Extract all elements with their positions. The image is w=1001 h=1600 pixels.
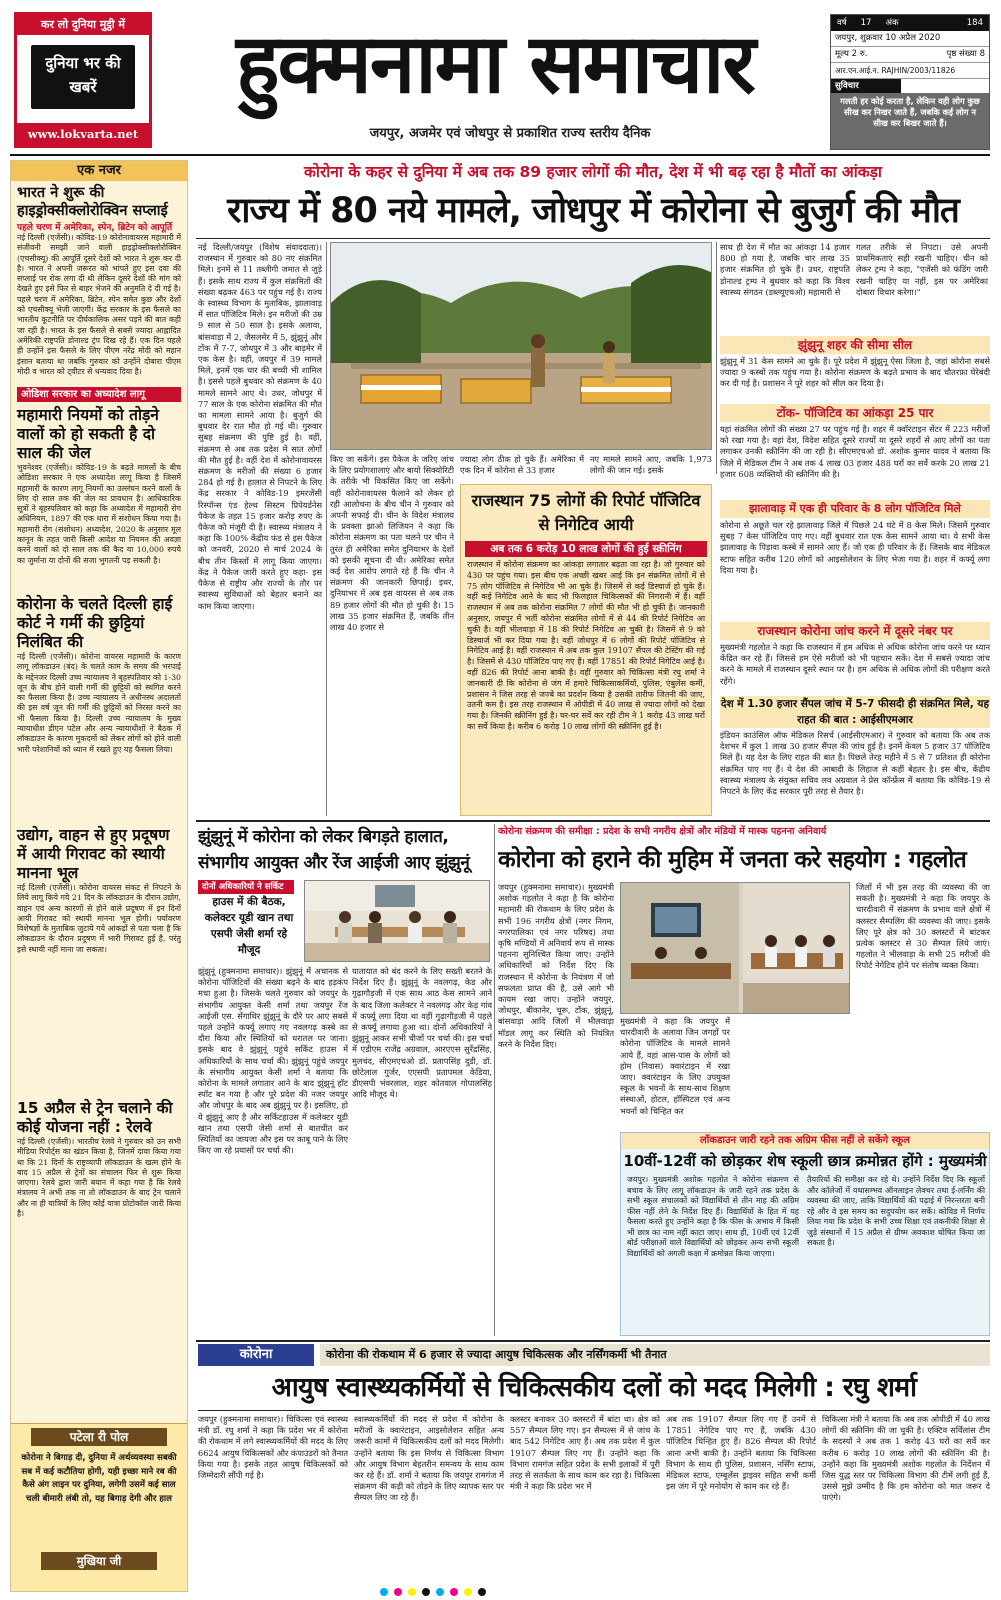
icmr-body: इंडियन काउंसिल ऑफ मेडिकल रिसर्च (आईसीएमआर) ने गुरुवार को बताया कि अब तक देशभर में कुल 1 लाख 30 हजार सैंपल की जांच हुई है। इनमें केवल 5 हजार 37 पॉजिटिव मिले हैं। यह देश के लिए राहत की बात है। पिछले तेरह महीने में 5 से 7 प्रतिशत ही कोरोना संक्रमित पाए गए हैं। ये देश की आबादी के लिहाज से कहीं बेहतर है। इस बीच, केंद्रीय स्वास्थ्य मंत्रालय के संयुक्त सचिव लव अग्रवाल ने प्रेस कॉन्फ्रेंस में बताया कि कोविड-19 से निपटने के लिए केंद्र सरकार पूरी तरह से तैयार है। (720, 730, 990, 797)
year-value: 17 (860, 18, 872, 28)
promo-middle-text: दुनिया भर की खबरें (31, 45, 135, 109)
bottom-rule (198, 1410, 990, 1411)
jhalawar-body: कोरोना से अछूते चल रहे झालावाड़ जिले में पिछले 24 घंटे में 8 केस मिले। जिसमें गुरुवार सुबह 7 केस पॉजिटिव पाए गए। वहीं बुधवार रात एक केस सामने आया था। ये सभी केस झालावाड़ के पिड़ावा कस्बे में सामने आए हैं। जो एक ही परिवार के हैं। जिसके बाद मेडिकल स्टाफ सहित करीब 120 लोगों को आइसोलेशन के लिए भेजा गया है। शहर में कर्फ्यू लगा दिया गया है। (720, 520, 990, 575)
exam-body2: तैयारियों की समीक्षा कर रहे थे। उन्होंने निर्देश दिए कि स्कूलों और कॉलेजों में यथासम्भव ऑनलाइन लेक्चर तथा ई-लर्निंग की व्यवस्था की जाए, ताकि विद्यार्थियों की पढ़ाई में निरन्तरता बनी रहे और वे इस समय का सदुपयोग कर सकें। कोविड में निर्णय लिया गया कि प्रदेश के सभी उच्च शिक्षा एवं तकनीकी शिक्षा से जुड़े संस्थानों में 15 अप्रैल से ग्रीष्म अवकाश घोषित किया जा सकता है। (807, 1175, 985, 1247)
section-rule (196, 1340, 990, 1342)
exam-headline: 10वीं-12वीं को छोड़कर शेष स्कूली छात्र क्रमोन्नत होंगे : मुख्यमंत्री (623, 1152, 987, 1170)
gehlot-headline: कोरोना को हराने की मुहिम में जनता करे सहयोग : गहलोत (498, 847, 967, 873)
story-odisha-body: भुवनेश्वर (एजेंसी)। कोविड-19 के बढ़ते मामलों के बीच ओडिशा सरकार ने एक अध्यादेश लागू किया है जिसमें महामारी के कारण लागू नियमों का उल्लंघन करने वालों के लिए दो साल तक की जेल का प्रावधान है। आधिकारिक सूत्रों ने बृहस्पतिवार को कहा कि अध्यादेश में महामारी रोग अधिनियम, 1897 की एक धारा में संशोधन किया गया है। महामारी रोग (संशोधन) अध्यादेश, 2020 के अनुसार मूल कानून के तहत जारी किसी आदेश या नियमन की अवज्ञा करने वालों को दो साल तक की कैद या 10,000 रुपये का जुर्माना या दोनों की सजा भुगतनी पड़ सकती है। (17, 463, 181, 565)
reg-dot-icon (450, 1588, 458, 1596)
rajasthan-recovery-body: राजस्थान में कोरोना संक्रमण का आंकड़ा लगातार बढ़ता जा रहा है। जो गुरुवार को 430 पर पहुंच गया। इस बीच एक अच्छी खबर आई कि इन संक्रमित लोगों में से 75 लोग पॉजिटिव से निगेटिव भी आ चुके हैं। जिसमें से कई डिस्चार्ज हो चुके हैं। वहीं कई निगेटिव आने के बाद भी फिलहाल चिकित्सकों की निगरानी में हैं। वहीं राजस्थान में अब तक कोरोना संक्रमित 7 लोगों की मौत भी हो चुकी है। जानकारी अनुसार, जयपुर में भर्ती कोरोना संक्रमित लोगों में से 44 की रिपोर्ट निगेटिव आ चुकी है। वहीं भीलवाड़ा में 18 की रिपोर्ट निगेटिव आ चुकी है। जिसमें से 9 को डिस्चार्ज भी कर दिया गया है। वहीं जोधपुर में 6 लोगों की रिपोर्ट पॉजिटिव से निगेटिव आई है। वहीं राजस्थान में अब तक कुल 19107 सैंपल की टेस्टिंग की गई है। जिसमें से 430 पॉजिटिव पाए गए हैं। वहीं 17851 की रिपोर्ट निगेटिव आई है। वहीं 826 की रिपोर्ट आना बाकी है। वहीं गुरुवार को चिकित्सा मंत्री रघु शर्मा ने जानकारी दी कि कोरोना से जंग में हमारे चिकित्साकर्मियों, पुलिस, एंबुलेंस कर्मी, प्रशासन ने जिस तरह से जज्बे का प्रदर्शन किया है उसकी तारीफ जितनी की जाए, उतनी कम है। इस तरह राजस्थान में ओपीडी में 40 लाख से ज्यादा लोगों को देखा गया है। जिनकी स्क्रीनिंग हुई है। घर-घर सर्वे कर रही टीम ने 1 करोड़ 43 लाख घरों का सर्वे किया है। करीब 6 करोड़ 10 लाख लोगों की स्क्रीनिंग हुई है। (467, 560, 705, 731)
lead-kicker: कोरोना के कहर से दुनिया में अब तक 89 हजार लोगों की मौत, देश में भी बढ़ रहा है मौतों का आंकड़ा (304, 163, 882, 181)
bottom-col2: स्वास्थ्यकर्मियों की मदद से प्रदेश में कोरोना के मरीजों के क्वारंटाइन, आइसोलेशन सहित अन्य जरूरी कामों में चिकित्सकीय दलों को मदद मिलेगी। उन्होंने बताया कि इस निर्णय से चिकित्सा विभाग और आयुष विभाग बेहतरीन समन्वय के साथ काम कर रहे हैं। डॉ. शर्मा ने बताया कि जयपुर रामगंज में संक्रमण की कड़ी को तोड़ने के लिए व्यापक स्तर पर सैम्पल लिए जा रहे हैं। (354, 1414, 504, 1503)
lead-col3: ज्यादा लोग ठीक हो चुके हैं। अमेरिका में एक दिन में कोरोना से 33 हजार (460, 454, 584, 476)
col-divider (494, 824, 495, 1336)
jhunjhunu-meeting-photo (304, 880, 490, 962)
gehlot-kicker: कोरोना संक्रमण की समीक्षा : प्रदेश के सभी नगरीय क्षेत्रों और मंडियों में मास्क पहनना अनिवार्य (498, 826, 827, 837)
year-label: वर्ष (837, 18, 847, 28)
lead-col4: नए मामले सामने आए, जबकि 1,973 लोगों की जान गई। इसके (590, 454, 712, 476)
lead-col5: साथ ही देश में मौत का आंकड़ा 14 हजार 800 हो गया है, जबकि चार लाख 35 हजार संक्रमित हो चुके हैं। उधर, राष्ट्रपति डोनाल्ड ट्रम्प ने बुधवार को कहा कि विश्व स्वास्थ्य संगठन (डब्ल्यूएचओ) महामारी से (720, 242, 850, 297)
checkpost-illustration (331, 243, 712, 450)
poll-title: पटेला री पोल (31, 1428, 167, 1446)
tonk-heading: टोंक- पॉजिटिव का आंकड़ा 25 पार (720, 404, 990, 422)
reg-dot-icon (408, 1588, 416, 1596)
meeting-illustration (305, 881, 490, 962)
bottom-headline: आयुष स्वास्थ्यकर्मियों से चिकित्सकीय दलों को मदद मिलेगी : रघु शर्मा (271, 1372, 917, 1403)
reg-dot-icon (436, 1588, 444, 1596)
video-conference-illustration (621, 883, 850, 1014)
rni-number: आर.एन.आई.न. RAJHIN/2003/11826 (831, 63, 989, 79)
lead-photo-checkpost (330, 242, 712, 450)
page-count: पृष्ठ संख्या 8 (946, 49, 985, 59)
story-hc-headline: कोरोना के चलते दिल्ली हाई कोर्ट ने गर्मी की छुट्टियां निलंबित की (17, 595, 173, 651)
lead-col1: नई दिल्ली/जयपुर (विशेष संवाददाता)। राजस्थान में गुरुवार को 80 नए संक्रमित मिले। इनमें से 11 तब्लीगी जमात से जुड़े हैं। इसके साथ राज्य में कुल संक्रमितों की संख्या बढ़कर 463 पर पहुंच गई है। राज्य के स्वास्थ्य विभाग के मुताबिक, झालावाड़ में सात पॉजिटिव मिले। इन मरीजों की उम्र 9 साल से 50 साल है। इसके अलावा, बांसवाड़ा में 2, जैसलमेर में 5, झुंझुनूं और टोंक में 7-7, जोधपुर में 3 और बाड़मेर में एक केस है। वहीं, जयपुर में 39 मामले मिले, इनमें एक चार की बच्ची भी शामिल है। इससे पहले बुधवार को संक्रमण के 40 मामले सामने आए थे। उधर, जोधपुर में 77 साल के एक कोरोना संक्रमित की मौत का मामला सामने आया है। बुजुर्ग की बुधवार देर रात मौत हो गई थी। गुरुवार सुबह संक्रमण की पुष्टि हुई है। वहीं, संक्रमण से अब तक प्रदेश में सात लोगों की मौत हुई है। वहीं देश में कोरोनावायरस संक्रमण के मरीजों की संख्या 6 हजार 284 हो गई है। हालात से निपटने के लिए केंद्र सरकार ने कोविड-19 इमरजेंसी रिस्पॉन्स एंड हेल्थ सिस्टम प्रिपेयर्डनेस पैकेज के तहत 15 हजार करोड़ रुपए के पैकेज को मंजूरी दी है। स्वास्थ्य मंत्रालय ने कहा कि 100% केंद्रीय फंड से इस पैकेज को जनवरी, 2020 से मार्च 2024 के बीच तीन किस्तों में लागू किया जाएगा। केंद्र ने पैकेज जारी करते हुए कहा- इस पैकेज से राष्ट्रीय और राज्यों के तौर पर स्वास्थ्य सुविधाओं को बेहतर बनाने का काम किया जाएगा। (198, 242, 322, 611)
price: मूल्य 2 रु. (835, 49, 868, 59)
masthead-tagline: जयपुर, अजमेर एवं जोधपुर से प्रकाशित राज्य स्तरीय दैनिक (369, 126, 651, 141)
issue-info-box (830, 14, 990, 150)
story-hcq-sub: पहले चरण में अमेरिका, स्पेन, ब्रिटेन को आपूर्ति (17, 223, 173, 233)
gehlot-vc-photo (620, 882, 850, 1014)
story-hcq-headline: भारत ने शुरू की हाइड्रोक्सीक्लोरोक्विन सप्लाई (17, 185, 168, 219)
masthead-rule (10, 154, 990, 156)
jhunjhunu-headline: झुंझुनूं में कोरोना को लेकर बिगड़ते हालात, संभागीय आयुक्त और रेंज आईजी आए झुंझुनूं (198, 827, 470, 873)
reg-dot-icon (464, 1588, 472, 1596)
icmr-heading: देश में 1.30 हजार सैंपल जांच में 5-7 फीसदी ही संक्रमित मिले, यह राहत की बात : आईसीएमआर (720, 698, 990, 726)
col-divider (716, 242, 717, 474)
jhunjhunu-body2: यातायात को बंद करने के लिए सख्ती बरतने के निर्देश दिए हैं। झुंझुनूं के नवलगढ़, केड और गुढ़ागौड़जी में एक साथ आठ केस सामने आने के बाद जिला कलेक्टर ने नवलगढ़ और केड़ गांव में कर्फ्यू लगा दिया था वहीं गुढ़ागौड़जी में पहले से कर्फ्यू लगाया हुआ था। दोनों अधिकारियों ने झुंझुनूं आकर सभी चीजों पर चर्चा की। इस चर्चा में एडीएम राजेंद्र अग्रवाल, आरएएस सुरेंद्रसिंह, मुलचंद, सीएमएचओ डॉ. प्रतापसिंह दुडी, डॉ. छोटेलाल गुर्जर, एएसपी प्रतापमल केडिया, डीएसपी भंवरलाल, शहर कोतवाल गोपालसिंह आदि मौजूद थे। (352, 966, 492, 1100)
lead-col2: किए जा सकेंगे। इस पैकेज के जरिए जांच के लिए प्रयोगशालाएं और बायो सिक्योरिटी के तरीके भी विकसित किए जा सकेंगे। वहीं कोरोनावायरस फैलाने को लेकर हो रही आलोचना के बीच चीन ने गुरुवार को अपनी सफाई दी। चीन के विदेश मंत्रालय के प्रवक्ता झाओ लिजियन ने कहा कि कोरोना संक्रमण का पता चलने पर चीन ने तुरंत ही अमेरिका समेत दुनियाभर के देशों को इसकी सूचना दी थी। अमेरिका समेत कई देश आरोप लगाते रहे हैं कि चीन ने संक्रमण की जानकारी छिपाई। इधर, दुनियाभर में अब इस वायरस से अब तक 89 हजार लोगों की मौत हो चुकी है। 15 लाख 35 हजार संक्रमित हैं, जबकि तीन लाख 40 हजार से (330, 454, 454, 633)
promo-top-text: कर लो दुनिया मुट्ठी में (17, 15, 149, 35)
tonk-body: यहां संक्रमित लोगों की संख्या 27 पर पहुंच गई है। शहर में क्वॉरंटाइन सेंटर में 223 मरीजों को रखा गया है। वहां देश, विदेश सहित दूसरे राज्यों या दूसरे शहरों से आए लोगों का पता लगाकर उनकी स्क्रीनिंग की जा रही है। सीएमएचओ डॉ. अशोक कुमार यादव ने बताया कि जिले में मेडिकल टीम ने अब तक 4 लाख 03 हजार 488 घरों का सर्वे करके 20 लाख 21 हजार 608 व्यक्तियों की स्क्रीनिंग की है। (720, 424, 990, 479)
col-divider (326, 242, 327, 816)
reg-dot-icon (380, 1588, 388, 1596)
rajasthan-testing-heading: राजस्थान कोरोना जांच करने में दूसरे नंबर पर (720, 622, 990, 640)
exam-box (620, 1132, 990, 1336)
issue-date: जयपुर, शुक्रवार 10 अप्रैल 2020 (831, 31, 989, 47)
story-railway-headline: 15 अप्रैल से ट्रेन चलाने की कोई योजना नहीं : रेलवे (17, 1099, 173, 1136)
story-railway-body: नई दिल्ली (एजेंसी)। भारतीय रेलवे ने गुरुवार को उन सभी मीडिया रिपोर्ट्स का खंडन किया है, जिनमें दावा किया गया था कि 21 दिनों के राष्ट्रव्यापी लॉकडाउन के खत्म होने के बाद 15 अप्रैल से ट्रेनों का संचालन फिर से शुरू किया जाएगा। रेलवे द्वारा जारी बयान में कहा गया है कि रेलवे मंत्रालय ने अभी तक ना तो लॉकडाउन के बाद ट्रेन चलाने और ना ही यात्रियों के लिए कोई यात्रा प्रोटोकॉल जारी किया है। (17, 1137, 181, 1219)
website-link[interactable]: www.lokvarta.net (17, 123, 149, 145)
reg-dot-icon (394, 1588, 402, 1596)
section-rule (196, 820, 990, 822)
promo-box (14, 12, 152, 148)
jhunjhunu-seal-body: झुंझुनू में 31 केस सामने आ चुके हैं। पूरे प्रदेश में झुंझुनू ऐसा जिला है, जहां कोरोना सबसे ज्यादा 9 कस्बों तक पहुंच गया है। कोरोना संक्रमण के बढ़ते प्रभाव के बाद चौतरफ़ा घेरेबंदी कर दी गई है। प्रशासन ने पूरे शहर को सील कर दिया है। (720, 356, 990, 389)
bottom-col1: जयपुर (हुक्मनामा समाचार)। चिकित्सा एवं स्वास्थ्य मंत्री डॉ. रघु शर्मा ने कहा कि प्रदेश भर में कोरोना की रोकथाम में लगे स्वास्थ्यकर्मियों की मदद के लिए 6624 आयुष चिकित्सकों और कंपाउंडरों को तैनात किया गया है। इसके तहत आयुष चिकित्सकों को जिम्मेदारी सौंपी गई है। (198, 1414, 348, 1481)
story-odisha-headline: महामारी नियमों को तोड़ने वालों को हो सकती है दो साल की जेल (17, 406, 159, 462)
quote-text: गलती हर कोई करता है, लेकिन वही लोग कुछ सीख कर निखर जाते हैं, जबकि कई लोग न सीख कर बिखर जाते हैं। (831, 93, 989, 150)
lead-col6: गलत तरीके से निपटा। उसे अपनी प्राथमिकताएं सही रखनी चाहिए। चीन को लेकर ट्रम्प ने कहा, "एजेंसी को फंडिंग जारी रखनी चाहिए या नहीं, इस पर अमेरिका दोबारा विचार करेगा।" (856, 242, 988, 297)
rajasthan-recovery-box (460, 484, 712, 816)
bottom-col3: क्लस्टर बनाकर 30 क्लस्टरों में बांटा था। क्षेत्र को 557 सैम्पल लिए गए। इन सैम्पल्स में से जांच के बाद 542 निगेटिव आए हैं। अब तक प्रदेश में कुल 19107 सैम्पल लिए गए हैं। उन्होंने कहा कि विभाग रामगंज सहित प्रदेश के सभी इलाकों में पूरी तरह से सतर्कता के साथ काम कर रहा है। चिकित्सा मंत्री ने कहा कि प्रदेश भर में (510, 1414, 660, 1492)
story-odisha-tag: ओडिशा सरकार का अध्यादेश लागू (17, 387, 181, 402)
gehlot-body3: जिलों में भी इस तरह की व्यवस्था की जा सकती है। मुख्यमंत्री ने कहा कि जयपुर के चारदीवारी में संक्रमण के प्रभाव वाले क्षेत्रों में क्लस्टर सैम्पलिंग की व्यवस्था की जाए। इसके लिए पूरे क्षेत्र को 30 क्लस्टरों में बांटकर प्रत्येक क्लस्टर से 30 सैम्पल लिये जाएं। गहलोत ने भीलवाड़ा के सभी 25 मरीजों की रिपोर्ट नेगेटिव होने पर संतोष व्यक्त किया। (856, 882, 990, 971)
issue-label: अंक (885, 18, 899, 28)
gehlot-body2: मुख्यमंत्री ने कहा कि जयपुर में चारदीवारी के अलावा जिन जगहों पर कोरोना पॉजिटिव के मामले सामने आये हैं, वहां आस-पास के लोगों को होम (निवास) क्वारंटाइन में रखा जाए। क्वारंटाइन के लिए उपयुक्त स्कूल के भवनों के साथ-साथ शिक्षण संस्थाओं, होटल, हॉस्पिटल एवं अन्य भवनों को चिन्हित कर (620, 1016, 730, 1116)
lead-headline: राज्य में 80 नये मामले, जोधपुर में कोरोना से बुजुर्ग की मौत (227, 191, 959, 231)
story-hcq-body: नई दिल्ली (एजेंसी)। कोविड-19 कोरोनावायरस महामारी में संजीवनी समझी जाने वाली हाइड्रोक्सीक्लोरोक्विन (एचसीक्यू) की आपूर्ति दूसरे देशों को भारत ने शुरू कर दी है। भारत ने अपनी जरूरत को भांपते हुए इस दवा की सप्लाई पर रोक लगा दी थी लेकिन दूसरे देशों की मांग को देखते हुए इसे फिर से बाहर भेजने की अनुमति दे दी गई है। पहले चरण में अमेरिका, ब्रिटेन, स्पेन समेत कुछ और देशों को एचसीक्यू भेजी जाएगी। केंद्र सरकार के इस फैसले का भारतीय कूटनीति पर दीर्घकालिक असर पड़ने की बात कही जा रही है। भारत के इस फैसले से सबसे ज्यादा आह्लादित अमेरिकी राष्ट्रपति डोनाल्ड ट्रंप दिख रहे हैं। एक दिन पहले ही उन्होंने इस फैसले के लिए पीएम नरेंद्र मोदी को महान इंसान बताया था जबकि गुरुवार को उन्होंने दोबारा पीएम मोदी व भारत को ट्वीटर से धन्यवाद दिया है। (17, 233, 181, 376)
quote-label: सुविचार (831, 79, 901, 93)
masthead-title: हुक्मनामा समाचार (236, 17, 754, 112)
issue-value: 184 (966, 18, 983, 28)
poll-box (11, 1423, 187, 1591)
left-column (10, 160, 188, 1592)
poll-signature: मुखिया जी (41, 1552, 157, 1570)
jhunjhunu-subhead: हाउस में की बैठक, कलेक्टर यूडी खान तथा एसपी जेसी शर्मा रहे मौजूद (204, 896, 294, 956)
jhunjhunu-body: झुंझुनूं (हुक्मनामा समाचार)। झुंझुनूं में अचानक से कोरोना पॉजिटिवों की संख्या बढ़ने के बाद हड़कंप मचा हुआ है। जिसके चलते गुरुवार को जयपुर के संभागीय आयुक्त केसी शर्मा तथा जयपुर रेंज आईजी एस. सेंगाथिर झुंझुनूं के दौरे पर आए सबसे पहले उन्होंने कर्फ्यू लगाए गए नवलगढ़ कस्बे का दौरा किया और स्थितियों को धरातल पर जाना। इसके बाद वे झुंझुनूं पहुंचे सर्किट हाउस में अधिकारियों के साथ चर्चा की। झुंझुनूं पहुंचे जयपुर के संभागीय आयुक्त केसी शर्मा ने बताया कि कोरोना के मामले लगातार आने के बाद झुंझुनूं हॉट स्पॉट बन गया है और पूरे प्रदेश की नजर जयपुर और जोधपुर के बाद अब झुंझुनूं पर है। इसलिए, हो ये झुंझुनूं आए है और सर्किटहाउस में कलेक्टर यूडी खान तथा एसपी जेसी शर्मा से बातचीत कर स्थितियों का जायजा और इस पर काबू पाने के लिए किए जा रहे प्रयासों पर चर्चा की। (198, 966, 348, 1156)
rajasthan-recovery-sub: अब तक 6 करोड़ 10 लाख लोगों की हुई स्क्रीनिंग (465, 541, 707, 557)
jhunjhunu-tag: दोनों अधिकारियों ने सर्किट (198, 880, 294, 894)
bottom-col5: चिकित्सा मंत्री ने बताया कि अब तक ओपीडी में 40 लाख लोगों की स्क्रीनिंग की जा चुकी है। एक्टिव सर्विलांस टीम के सदस्यों ने अब तक 1 करोड़ 43 घरों का सर्वे कर करीब 6 करोड़ 10 लाख लोगों की स्क्रीनिंग की है। उन्होंने कहा कि मुख्यमंत्री अशोक गहलोत के निर्देशन में जिस युद्ध स्तर पर चिकित्सा विभाग की टीमें लगी हुई हैं, उससे मुझे उम्मीद है कि हम कोरोना को मात जरूर दे पाएंगे। (822, 1414, 990, 1503)
reg-dot-icon (478, 1588, 486, 1596)
ek-nazar-section: एक नजर (11, 161, 187, 181)
exam-body: जयपुर। मुख्यमंत्री अशोक गहलोत ने कोरोना संक्रमण से बचाव के लिए लागू लॉकडाउन के जारी रहने तक प्रदेश के सभी स्कूल संचालकों को विद्यार्थियों से तीन माह की अग्रिम फीस नहीं लेने के निर्देश दिए हैं। विद्यार्थियों के हित में यह फैसला करते हुए उन्होंने कहा है कि फीस के अभाव में किसी भी छात्र का नाम नहीं काटा जाए। साथ ही, 10वीं एवं 12वीं बोर्ड परीक्षाओं वाले विद्यार्थियों को छोड़कर अन्य सभी स्कूली विद्यार्थियों को अगली कक्षा में क्रमोन्नत किया जाएगा। (627, 1175, 799, 1258)
bottom-col4: अब तक 19107 सैम्पल लिए गए हैं उनमें से 17851 नेगेटिव पाए गए हैं, जबकि 430 पॉजिटिव चिन्हित हुए हैं। 826 सैम्पल की रिपोर्ट आना अभी बाकी है। उन्होंने बताया कि चिकित्सा विभाग के साथ ही पुलिस, प्रशासन, नर्सिंग स्टाफ, मेडिकल स्टाफ, एम्बुलेंस ड्राइवर सहित सभी कर्मी इस जंग में पूरे मनोयोग से काम कर रहे हैं। (666, 1414, 816, 1492)
story-hc-body: नई दिल्ली (एजेंसी)। कोरोना वायरस महामारी के कारण लागू लॉकडाउन (बंद) के चलते काम के समय की भरपाई के मद्देनजर दिल्ली उच्च न्यायालय ने बृहस्पतिवार को 1-30 जून के बीच होने वाली गर्मी की छुट्टियों को स्थगित करने का फैसला किया है। उच्च न्यायालय ने अधीनस्थ अदालतों की इस वर्ष जून की गर्मी की छुट्टियों को निरस्त करने का भी फैसला किया है। दिल्ली उच्च न्यायालय के मुख्य न्यायाधीश डीएन पटेल और अन्य न्यायाधीशों ने बैठक में लॉकडाउन के कारण मुकदमों को लेकर लोगों को होने वाली भारी परेशानियों को ध्यान में रखते हुए यह फैसला लिया। (17, 652, 181, 754)
rajasthan-recovery-headline: राजस्थान 75 लोगों की रिपोर्ट पॉजिटिव से निगेटिव आयी (471, 491, 701, 534)
exam-kicker: लॉकडाउन जारी रहने तक अग्रिम फीस नहीं ले सकेंगे स्कूल (621, 1133, 989, 1149)
story-pollution-headline: उद्योग, वाहन से हुए प्रदूषण में आयी गिरावट को स्थायी मानना भूल (17, 826, 170, 882)
registration-marks (380, 1588, 620, 1598)
right-info-column (720, 336, 990, 816)
bottom-tag: कोरोना (198, 1344, 314, 1366)
reg-dot-icon (422, 1588, 430, 1596)
rajasthan-testing-body: मुख्यमंत्री गहलोत ने कहा कि राजस्थान में हम अधिक से अधिक कोरोना जांच करने पर ध्यान केंद्रित कर रहे हैं। जिससे हम ऐसे मरीजों को भी पहचान सकें। देश में सबसे ज्यादा जांच करने के मामले में राजस्थान दूसरे स्थान पर है। हम अधिक से अधिक लोगों की परीक्षण करते रहेंगे। (720, 642, 990, 686)
jhunjhunu-seal-heading: झुंझुनू शहर की सीमा सील (720, 336, 990, 354)
bottom-kicker: कोरोना की रोकथाम में 6 हजार से ज्यादा आयुष चिकित्सक और नर्सिंगकर्मी भी तैनात (320, 1344, 990, 1366)
story-pollution-body: नई दिल्ली (एजेंसी)। कोरोना वायरस संकट से निपटने के लिये लागू किये गये 21 दिन के लॉकडाउन के दौरान उद्योग, वाहन एवं अन्य कारणों से होने वाले प्रदूषण में इन दिनों आयी गिरावट को स्थायी मानना भूल होगी। पर्यावरण विशेषज्ञों के मुताबिक जुटाये गये आंकड़ों से पता चला है कि लॉकडाउन के दौरान प्रदूषण में भारी गिरावट हुई है, परंतु इसे स्थायी नहीं माना जा सकता। (17, 883, 181, 954)
lead-rule (196, 238, 990, 239)
poll-text: कोरोना ने बिगाड़ दी, दुनिया में अर्थव्यवस्था सबकी सब में कई कटौतिया होगी, यही इच्छा माने रब की कैसे अंग लाइन पर दुनिया, लगेगी उसमें कई साल चली बीमारी लंबी तो, यह बिगाड़ देगी और हाल (21, 1453, 177, 1504)
gehlot-body: जयपुर (हुक्मनामा समाचार)। मुख्यमंत्री अशोक गहलोत ने कहा है कि कोरोना महामारी की रोकथाम के लिए प्रदेश के सभी 196 नगरीय क्षेत्रों (नगर निगम, नगरपालिका एवं नगर परिषद) तथा कृषि मण्डियों में अनिवार्य रूप से मास्क पहनना सुनिश्चित किया जाए। उन्होंने अधिकारियों को निर्देश दिए कि राजस्थान में कोरोना के नियंत्रण में जो सफलता प्राप्त की है, उसे आगे भी कायम रखा जाए। उन्होंने जयपुर, जोधपुर, बीकानेर, चूरू, टोंक, झुंझुनूं, बांसवाड़ा आदि जिलों में भीलवाड़ा मॉडल लागू कर स्थिति को नियंत्रित करने के निर्देश दिए। (498, 882, 614, 1049)
jhalawar-heading: झालावाड़ में एक ही परिवार के 8 लोग पॉजिटिव मिले (720, 500, 990, 518)
